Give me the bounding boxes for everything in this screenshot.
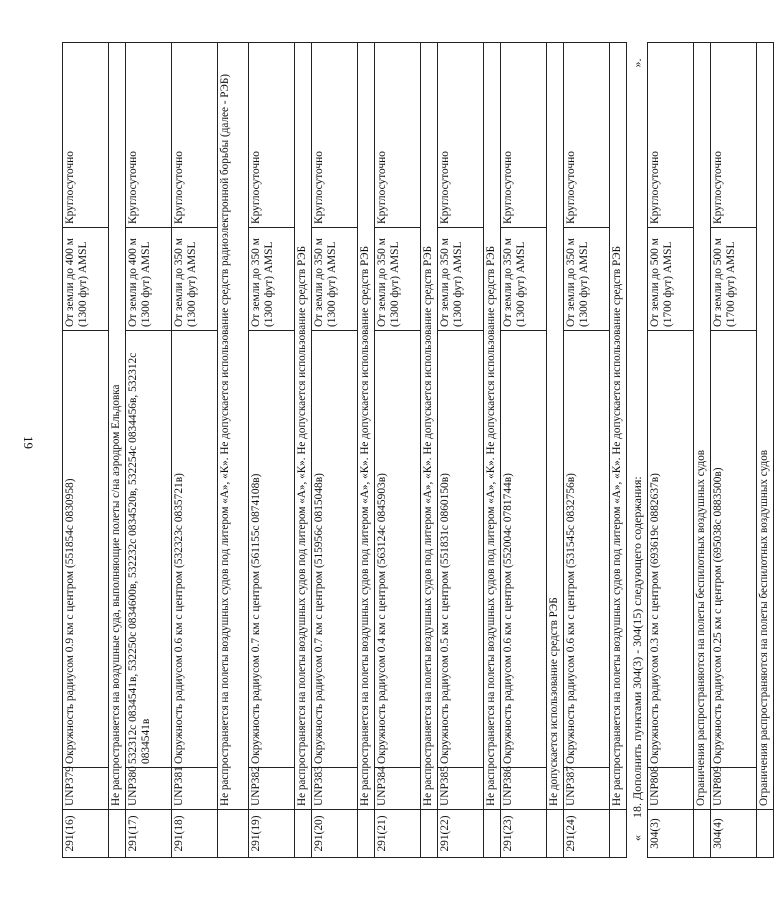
table-row: [63, 43, 109, 858]
area-description-cell: 532312с 0834541в, 532250с 0834600в, 532232с 0834520в, 532254с 0834456в, 532312с 0834541в: [126, 331, 172, 768]
item-number-cell: 291(22): [438, 810, 484, 858]
empty-cell: [484, 810, 501, 858]
time-cell: Круглосуточно: [438, 43, 484, 228]
time-cell: Круглосуточно: [711, 43, 757, 228]
zone-code-cell: UNP808: [648, 768, 694, 810]
note-text: Не распространяется на полеты воздушных судов под литером «А», «К». Не допускается использование средств РЭБ: [484, 43, 501, 810]
table-row: [711, 43, 757, 858]
empty-cell: [421, 810, 438, 858]
item-number-cell: 304(3): [648, 810, 694, 858]
opening-quote: «: [629, 835, 644, 841]
table-row: [249, 43, 295, 858]
area-description-cell: Окружность радиусом 0.5 км с центром (551831с 0860150в): [438, 331, 484, 768]
note-text: Не допускается использование средств РЭБ: [547, 43, 564, 810]
restrictions-table-2: [647, 42, 774, 858]
zone-code-cell: UNP382: [249, 768, 295, 810]
zone-code-cell: UNP383: [312, 768, 358, 810]
area-description-cell: Окружность радиусом 0.9 км с центром (551854с 0830958): [63, 331, 109, 768]
empty-cell: [547, 810, 564, 858]
altitude-cell: От земли до 400 м (1300 фут) AMSL: [63, 228, 109, 331]
note-row: [484, 43, 501, 858]
empty-cell: [610, 810, 627, 858]
empty-cell: [109, 810, 126, 858]
item-number-cell: 304(4): [711, 810, 757, 858]
restrictions-table-1: [62, 42, 627, 858]
time-cell: Круглосуточно: [172, 43, 218, 228]
item-number-cell: 291(21): [375, 810, 421, 858]
item-number-cell: 291(24): [564, 810, 610, 858]
time-cell: Круглосуточно: [312, 43, 358, 228]
note-text: Не распространяется на воздушные суда, выполняющие полеты с/на аэродром Ельдовка: [109, 43, 126, 810]
note-text: Ограничения распространяются на полеты беспилотных воздушных судов: [694, 43, 711, 810]
time-cell: Круглосуточно: [375, 43, 421, 228]
altitude-cell: От земли до 400 м (1300 фут) AMSL: [126, 228, 172, 331]
zone-code-cell: UNP381: [172, 768, 218, 810]
time-cell: Круглосуточно: [648, 43, 694, 228]
note-row: [295, 43, 312, 858]
note-row: [218, 43, 249, 858]
table-row: [564, 43, 610, 858]
altitude-cell: От земли до 350 м (1300 фут) AMSL: [501, 228, 547, 331]
note-text: Не распространяется на полеты воздушных судов под литером «А», «К». Не допускается использование средств РЭБ: [610, 43, 627, 810]
note-row: [757, 43, 774, 858]
table-row: [648, 43, 694, 858]
altitude-cell: От земли до 350 м (1300 фут) AMSL: [438, 228, 484, 331]
area-description-cell: Окружность радиусом 0.25 км с центром (695038с 0883500в): [711, 331, 757, 768]
note-row: [109, 43, 126, 858]
altitude-cell: От земли до 500 м (1700 фут) AMSL: [648, 228, 694, 331]
note-text: Не распространяется на полеты воздушных судов под литером «А», «К». Не допускается использование средств РЭБ: [421, 43, 438, 810]
item-number-cell: 291(18): [172, 810, 218, 858]
altitude-cell: От земли до 350 м (1300 фут) AMSL: [249, 228, 295, 331]
item-number-cell: 291(17): [126, 810, 172, 858]
note-row: [610, 43, 627, 858]
note-text: Не распространяется на полеты воздушных судов под литером «А», «К». Не допускается использование средств РЭБ: [358, 43, 375, 810]
rotated-page-content: [62, 43, 770, 858]
zone-code-cell: UNP387: [564, 768, 610, 810]
altitude-cell: От земли до 500 м (1700 фут) AMSL: [711, 228, 757, 331]
table-row: [501, 43, 547, 858]
time-cell: Круглосуточно: [249, 43, 295, 228]
table-row: [438, 43, 484, 858]
zone-code-cell: UNP809: [711, 768, 757, 810]
area-description-cell: Окружность радиусом 0.6 км с центром (532323с 0835721в): [172, 331, 218, 768]
area-description-cell: Окружность радиусом 0.3 км с центром (693619с 0882637в): [648, 331, 694, 768]
zone-code-cell: UNP379: [63, 768, 109, 810]
item-number-cell: 291(16): [63, 810, 109, 858]
altitude-cell: От земли до 350 м (1300 фут) AMSL: [312, 228, 358, 331]
item-number-cell: 291(23): [501, 810, 547, 858]
area-description-cell: Окружность радиусом 0.7 км с центром (515956с 0815048в): [312, 331, 358, 768]
empty-cell: [218, 810, 249, 858]
note-row: [694, 43, 711, 858]
altitude-cell: От земли до 350 м (1300 фут) AMSL: [564, 228, 610, 331]
table-row: [172, 43, 218, 858]
note-text: Не распространяется на полеты воздушных судов под литером «А», «К». Не допускается использование средств РЭБ: [295, 43, 312, 810]
empty-cell: [295, 810, 312, 858]
time-cell: Круглосуточно: [564, 43, 610, 228]
empty-cell: [757, 810, 774, 858]
time-cell: Круглосуточно: [501, 43, 547, 228]
table-row: [375, 43, 421, 858]
item-number-cell: 291(20): [312, 810, 358, 858]
note-row: [547, 43, 564, 858]
altitude-cell: От земли до 350 м (1300 фут) AMSL: [375, 228, 421, 331]
area-description-cell: Окружность радиусом 0.6 км с центром (552004с 0781744в): [501, 331, 547, 768]
page-number: 19: [21, 436, 36, 449]
altitude-cell: От земли до 350 м (1300 фут) AMSL: [172, 228, 218, 331]
section-text: 18. Дополнить пунктами 304(3) - 304(15) следующего содержания:: [629, 476, 644, 818]
closing-quote: ».: [629, 58, 644, 68]
note-row: [421, 43, 438, 858]
zone-code-cell: UNP380: [126, 768, 172, 810]
table-row: [312, 43, 358, 858]
area-description-cell: Окружность радиусом 0.4 км с центром (563124с 0845903в): [375, 331, 421, 768]
note-text: Не распространяется на полеты воздушных судов под литером «А», «К». Не допускается использование средств радиоэлектронной борьбы (далее - РЭБ): [218, 43, 249, 810]
note-row: [358, 43, 375, 858]
area-description-cell: Окружность радиусом 0.7 км с центром (561155с 0874108в): [249, 331, 295, 768]
zone-code-cell: UNP385: [438, 768, 484, 810]
empty-cell: [694, 810, 711, 858]
zone-code-cell: UNP384: [375, 768, 421, 810]
area-description-cell: Окружность радиусом 0.6 км с центром (531545с 0832756в): [564, 331, 610, 768]
item-number-cell: 291(19): [249, 810, 295, 858]
table-row: [126, 43, 172, 858]
note-text: Ограничения распространяются на полеты беспилотных воздушных судов: [757, 43, 774, 810]
time-cell: Круглосуточно: [126, 43, 172, 228]
zone-code-cell: UNP386: [501, 768, 547, 810]
section-18-heading: [628, 43, 646, 858]
empty-cell: [358, 810, 375, 858]
time-cell: Круглосуточно: [63, 43, 109, 228]
